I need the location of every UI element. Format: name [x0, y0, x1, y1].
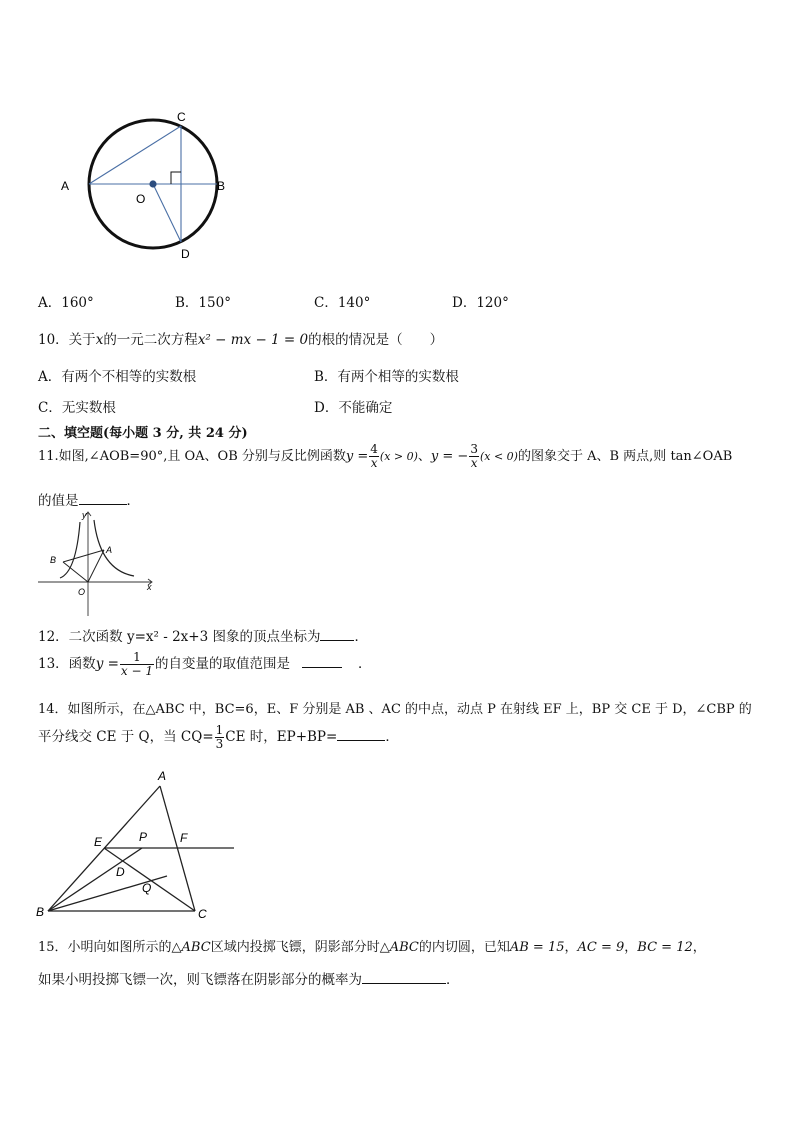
circle-figure [55, 105, 245, 270]
center-point [149, 180, 156, 187]
triangle-figure [30, 766, 245, 926]
q9-option-c: C．140° [314, 295, 371, 311]
label-a: A [106, 545, 113, 555]
q10-option-b: B．有两个相等的实数根 [314, 369, 459, 385]
q9-option-d: D．120° [452, 295, 509, 311]
label-q: Q [142, 881, 152, 895]
label-c: C [177, 110, 186, 124]
q10-option-c: C．无实数根 [38, 400, 116, 416]
label-a: A [158, 769, 167, 783]
q12-stem: 12．二次函数 y=x² - 2x+3 图象的顶点坐标为 ． [38, 629, 368, 645]
q11-stem: 11.如图,∠AOB=90°,且 OA、OB 分别与反比例函数y = $\frac{4}{x}$ (x > 0)、y = − $\frac{3}{x}$ (x < 0)的图象交于 A、B 两点,则 tan∠OAB [38, 442, 733, 470]
q11-stem-end: 的值是 ． [38, 493, 140, 509]
label-c: C [198, 907, 207, 921]
q15-stem-line2: 如果小明投掷飞镖一次，则飞镖落在阴影部分的概率为 ． [38, 972, 460, 988]
label-f: F [180, 831, 188, 845]
label-d: D [181, 247, 190, 261]
q12-answer-blank[interactable] [320, 628, 354, 641]
label-b: B [36, 905, 45, 919]
q14-stem-line1: 14．如图所示，在△ABC 中，BC=6，E、F 分别是 AB 、AC 的中点，动点 P 在射线 EF 上，BP 交 CE 于 D，∠CBP 的 [38, 702, 752, 717]
segment-oa [88, 550, 104, 582]
label-o: O [136, 192, 146, 206]
q14-answer-blank[interactable] [337, 728, 385, 741]
segment-ab [63, 550, 104, 562]
q9-option-b: B．150° [175, 295, 231, 311]
hyperbola-figure [36, 508, 158, 618]
segment-bp [48, 848, 142, 911]
label-a: A [61, 179, 70, 193]
q15-stem-line1: 15．小明向如图所示的△ABC区域内投掷飞镖，阴影部分时△ABC的内切圆，已知AB = 15，AC = 9，BC = 12， [38, 940, 706, 955]
q15-answer-blank[interactable] [362, 971, 446, 984]
label-p: P [139, 830, 148, 844]
q11-answer-blank[interactable] [79, 492, 127, 505]
q14-stem-line2: 平分线交 CE 于 Q，当 CQ= $\frac{1}{3}$ CE 时，EP+BP= ． [38, 723, 399, 751]
q10-stem: 10．关于x的一元二次方程x² − mx − 1 = 0的根的情况是（ ） [38, 332, 444, 348]
section-title: 二、填空题(每小题 3 分, 共 24 分) [38, 426, 248, 441]
q13-answer-blank[interactable] [302, 655, 342, 668]
segment-ce [104, 848, 195, 911]
segment-od [153, 184, 181, 242]
q9-option-a: A．160° [38, 295, 94, 311]
label-x: x [147, 582, 152, 592]
right-angle-mark [171, 172, 181, 184]
label-b: B [50, 555, 57, 565]
hyperbola-left [60, 522, 80, 578]
q10-option-a: A．有两个不相等的实数根 [38, 369, 197, 385]
q13-stem: 13．函数y = $\frac{1}{x - 1}$ 的自变量的取值范围是 ． [38, 650, 372, 678]
label-o: O [78, 587, 86, 597]
q10-option-d: D．不能确定 [314, 400, 393, 416]
label-y: y [82, 510, 87, 520]
hyperbola-right [94, 520, 134, 576]
label-d: D [116, 865, 125, 879]
q10-equation: x² − mx − 1 = 0 [197, 332, 309, 348]
chord-ac [89, 126, 181, 184]
label-b: B [217, 179, 226, 193]
label-e: E [94, 835, 103, 849]
